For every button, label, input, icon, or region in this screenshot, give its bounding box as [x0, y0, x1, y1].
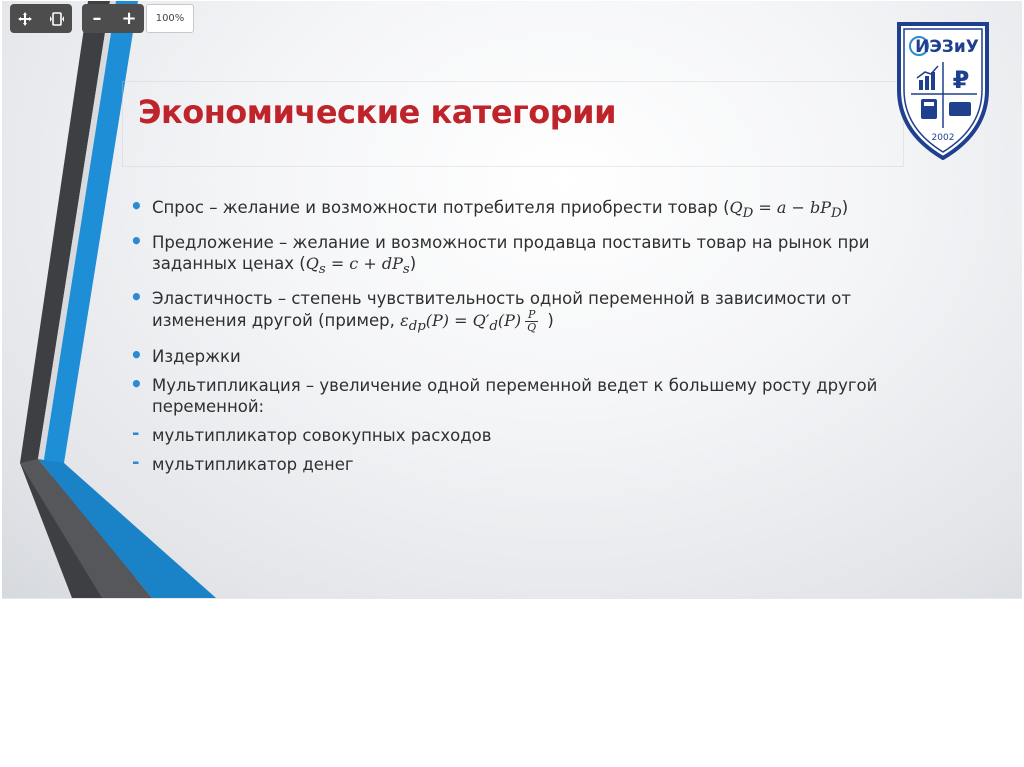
bullet-supply: • Предложение – желание и возможности продавца поставить товар на рынок при заданных ценах $(Q_s = c + dP_s)$ [130, 229, 870, 278]
institute-logo [895, 20, 991, 160]
bullet-list [130, 194, 890, 483]
bullet-dot-icon: • [130, 285, 143, 310]
bullet-dot-icon: • [130, 194, 143, 218]
bullet-multiplication: • Мультипликация – увеличение одной переменной ведет к большему росту другой переменной: [130, 371, 878, 416]
bullet-dot-icon: • [130, 229, 143, 254]
bullet-elasticity: • Эластичность – степень чувствительность одной переменной в зависимости от изменения другой (пример, $\varepsilon_{dp}(P) = Q'_d(P)$ $\frac{P}{Q}$ ) [130, 285, 851, 335]
demand-formula: $Q_D = a - bP_D$ [729, 198, 842, 222]
svg-text:₽: ₽ [952, 66, 970, 94]
zoom-level-display: 100% [146, 4, 194, 33]
bullet-costs: • Издержки [130, 342, 241, 367]
supply-formula: $Q_s = c + dP_s$ [305, 254, 410, 278]
zoom-group [82, 4, 144, 33]
navigation-group [10, 4, 72, 33]
dash-icon: - [132, 422, 140, 444]
zoom-in-button[interactable]: + [121, 8, 137, 29]
bullet-dot-icon: • [130, 371, 143, 396]
fit-button[interactable] [42, 4, 72, 33]
logo-text: ИЭЗиУ [915, 37, 979, 57]
sub-item-money-multiplier: - мультипликатор денег [132, 451, 354, 474]
elasticity-formula: $\varepsilon_{dp}(P) = Q'_d(P)$ $\frac{P}{Q}$ [400, 308, 537, 335]
bullet-dot-icon: • [130, 342, 143, 367]
move-icon [17, 11, 33, 27]
sub-item-expenditure-multiplier: - мультипликатор совокупных расходов [132, 422, 492, 445]
logo-year: 2002 [931, 133, 955, 143]
dash-icon: - [132, 451, 140, 473]
bullet-demand: • Спрос – желание и возможности потребителя приобрести товар $(Q_D = a - bP_D)$ [130, 194, 849, 222]
slide-title: Экономические категории [138, 93, 616, 131]
zoom-out-button[interactable]: – [92, 8, 102, 29]
slide [2, 1, 1022, 599]
fit-icon [49, 11, 65, 27]
move-button[interactable] [10, 4, 40, 33]
